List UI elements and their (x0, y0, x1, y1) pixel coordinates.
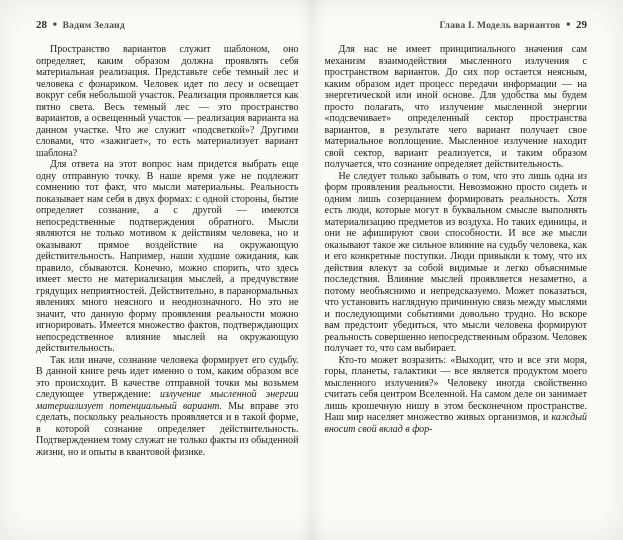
text-run: Не следует только забывать о том, что это лишь одна из форм проявления реальности. Невозможно просто сидеть и одним лишь созерцанием формировать реальность. Хотя есть люди, которые могут в буквальном смысле выполнять материализацию предметов из воздуха. Но таких единицы, и они не афишируют свои способности. И все же мысли оказывают такое же сильное влияние на судьбу человека, как и его конкретные поступки. Люди привыкли к тому, что их действия влекут за собой видимые и легко объяснимые последствия. Влияние мыслей проявляется незаметно, а потому необъяснимо и непредсказуемо. Может показаться, что установить наглядную причинную связь между мыслями и последующими событиями довольно трудно. Но вскоре вам предстоит убедиться, что мысли человека формируют реальность совершенно непосредственным образом. Человек получает то, что сам выбирает. (324, 170, 587, 354)
running-head-right (325, 19, 588, 31)
body-paragraph (36, 159, 299, 355)
text-run: Мы вправе это сделать, поскольку реальность проявляется и в такой форме, в которой сознание определяет действительность. Подтверждением тому служат не только факты из обыденной жизни, но и опыты в квантовой физике. (36, 400, 299, 458)
text-run: Так или иначе, сознание человека формирует его судьбу. В данной книге речь идет именно о том, каким образом все это происходит. В качестве отправной точки мы возьмем следующее утверждение: (36, 354, 299, 400)
body-paragraph (36, 355, 299, 459)
text-run: Для ответа на этот вопрос нам придется выбрать еще одну отправную точку. В наше время уже не подлежит сомнению тот факт, что мысли материальны. Реальность показывает нам себя в двух формах: с одной стороны, бытие определяет сознание, а с другой — имеются непосредственные подтверждения обратного. Мысли являются не только мотивом к действиям человека, но и оказывают прямое воздействие на окружающую действительность. Например, наши худшие ожидания, как правило, сбываются. Конечно, можно спорить, что здесь имеет место не материализация мыслей, а предчувствие грядущих неприятностей. Действительно, в паранормальных явлениях много неясного и неоднозначного. Но это не значит, что данную форму проявления реальности можно игнорировать. Имеется множество фактов, подтверждающих непосредственное влияние мыслей на окружающую действительность. (36, 159, 299, 354)
text-run: Для нас не имеет принципиального значения сам механизм взаимодействия мысленного излучения с пространством вариантов. До сих пор остается неясным, каким образом идет процесс передачи информации — на энергетической или иной основе. Для удобства мы будем просто полагать, что излучение мысленной энергии «подсвечивает» определенный сектор пространства вариантов, в результате чего вариант получает свое материальное воплощение. Мысленное излучение находит свой сектор, вариант реализуется, и таким образом получается, что сознание определяет действительность. (324, 44, 587, 170)
page-number-left: 28 (36, 19, 47, 31)
square-bullet-icon: ■ (566, 22, 570, 28)
emphasized-text: излучение мысленной энергии материализует потенциальный вариант. (36, 389, 299, 412)
emphasized-text: каждый вносит свой вклад в фор- (324, 412, 587, 435)
running-title-chapter: Глава I. Модель вариантов (439, 21, 561, 31)
page-right (312, 0, 623, 540)
page-number-right: 29 (576, 19, 587, 31)
text-run: Кто-то может возразить: «Выходит, что и все эти моря, горы, планеты, галактики — все является продуктом моего мысленного излучения?» Человеку иногда свойственно считать себя центром Вселенной. На самом деле он занимает лишь крошечную нишу в этом бесконечном пространстве. Наш мир населяет множество живых организмов, и (324, 354, 587, 423)
body-paragraph (325, 355, 588, 436)
running-title-author: Вадим Зеланд (62, 21, 125, 31)
body-paragraph (36, 44, 299, 159)
page-body-left (36, 44, 299, 458)
running-head-left (36, 19, 299, 31)
page-body-right (325, 44, 588, 435)
text-run: Пространство вариантов служит шаблоном, оно определяет, каким образом должна проявлять себя материальная реализация. Представьте себе темный лес и человека с фонариком. Человек идет по лесу и освещает вокруг себя небольшой участок. Реализация проявляется как пятно света. Весь темный лес — это пространство вариантов, а освещенный участок — реализация варианта на данном участке. Что же служит «подсветкой»? Другими словами, что «зажигает», то есть материализует вариант шаблона? (36, 44, 299, 159)
body-paragraph (325, 171, 588, 355)
square-bullet-icon: ■ (53, 22, 57, 28)
body-paragraph (325, 44, 588, 171)
